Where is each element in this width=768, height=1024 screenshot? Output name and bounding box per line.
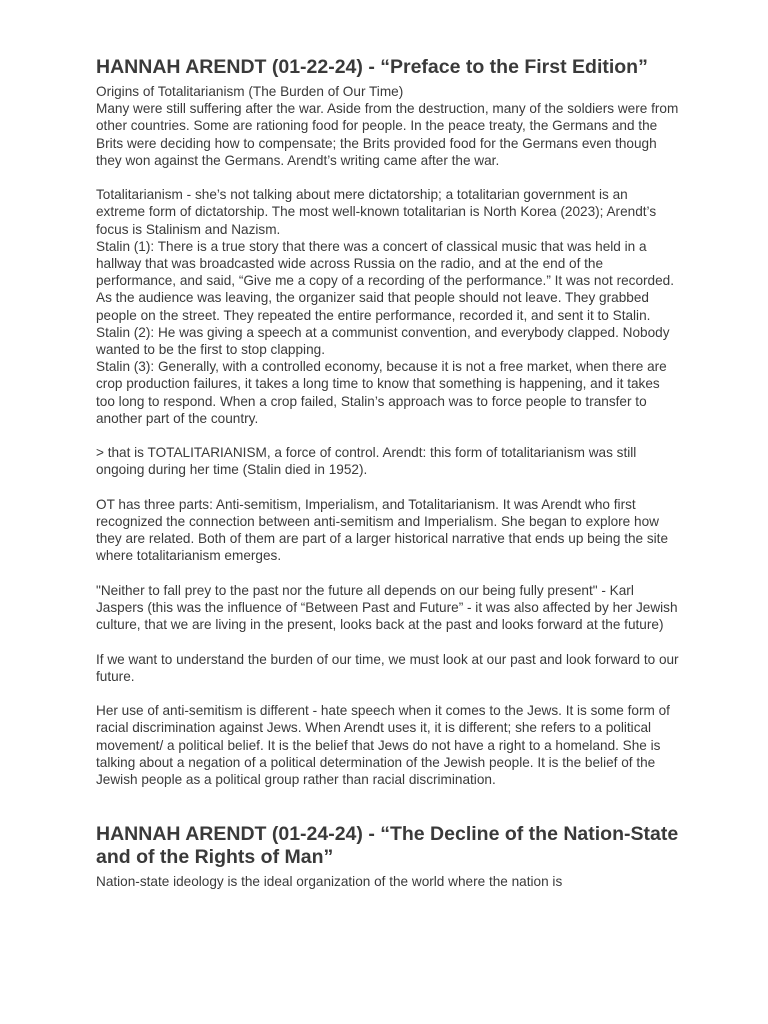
section-2-paragraph-1: Nation-state ideology is the ideal organization of the world where the nation is	[96, 874, 563, 890]
section-1-paragraph-5: "Neither to fall prey to the past nor the future all depends on our being fully present" - Karl Jaspers (this was the influence of “Between Past and Future” - it was also affected by her Jewish culture, that we are living in the present, looks back at the past and looks forward at the future)	[96, 582, 678, 633]
paragraph-gap	[96, 565, 680, 582]
section-1-heading: HANNAH ARENDT (01-22-24) - “Preface to the First Edition”	[96, 56, 648, 78]
paragraph-gap	[96, 169, 680, 186]
paragraph-gap	[96, 633, 680, 650]
paragraph-gap	[96, 479, 680, 496]
section-1-paragraph-6: If we want to understand the burden of our time, we must look at our past and look forward to our future.	[96, 651, 679, 684]
section-1-paragraph-3: > that is TOTALITARIANISM, a force of control. Arendt: this form of totalitarianism was still ongoing during her time (Stalin died in 1952).	[96, 445, 637, 478]
paragraph-gap	[96, 427, 680, 444]
section-2-heading: HANNAH ARENDT (01-24-24) - “The Decline of the Nation-State and of the Rights of Man”	[96, 823, 679, 869]
section-1-paragraph-2: Totalitarianism - she’s not talking about mere dictatorship; a totalitarian government is an extreme form of dictatorship. The most well-known totalitarian is North Korea (2023); Arendt’s focus is Stalinism and Nazism. Stalin (1): There is a true story that there was a concert of classical music that was held in a hallway that was broadcasted wide across Russia on the radio, and at the end of the performance, and said, “Give me a copy of a recording of the performance.” It was not recorded. As the audience was leaving, the organizer said that people should not leave. They grabbed people on the street. They repeated the entire performance, recorded it, and sent it to Stalin. Stalin (2): He was giving a speech at a communist convention, and everybody clapped. Nobody wanted to be the first to stop clapping. Stalin (3): Generally, with a controlled economy, because it is not a free market, when there are crop production failures, it takes a long time to know that something is happening, and it takes too long to respond. When a crop failed, Stalin’s approach was to force people to transfer to another part of the country.	[96, 187, 675, 426]
paragraph-gap	[96, 685, 680, 702]
section-1-paragraph-1: Origins of Totalitarianism (The Burden of Our Time) Many were still suffering after the war. Aside from the destruction, many of the soldiers were from other countries. Some are rationing food for people. In the peace treaty, the Germans and the Brits were deciding how to compensate; the Brits provided food for the Germans even though they won against the Germans. Arendt’s writing came after the war.	[96, 84, 679, 168]
section-1-paragraph-4: OT has three parts: Anti-semitism, Imperialism, and Totalitarianism. It was Arendt who first recognized the connection between anti-semitism and Imperialism. She began to explore how they are related. Both of them are part of a larger historical narrative that ends up being the site where totalitarianism emerges.	[96, 496, 669, 564]
section-1-paragraph-7: Her use of anti-semitism is different - hate speech when it comes to the Jews. It is some form of racial discrimination against Jews. When Arendt uses it, it is different; she refers to a political movement/ a political belief. It is the belief that Jews do not have a right to a homeland. She is talking about a negation of a political determination of the Jewish people. It is the belief of the Jewish people as a political group rather than racial discrimination.	[96, 703, 670, 788]
paragraph-gap	[96, 788, 680, 805]
